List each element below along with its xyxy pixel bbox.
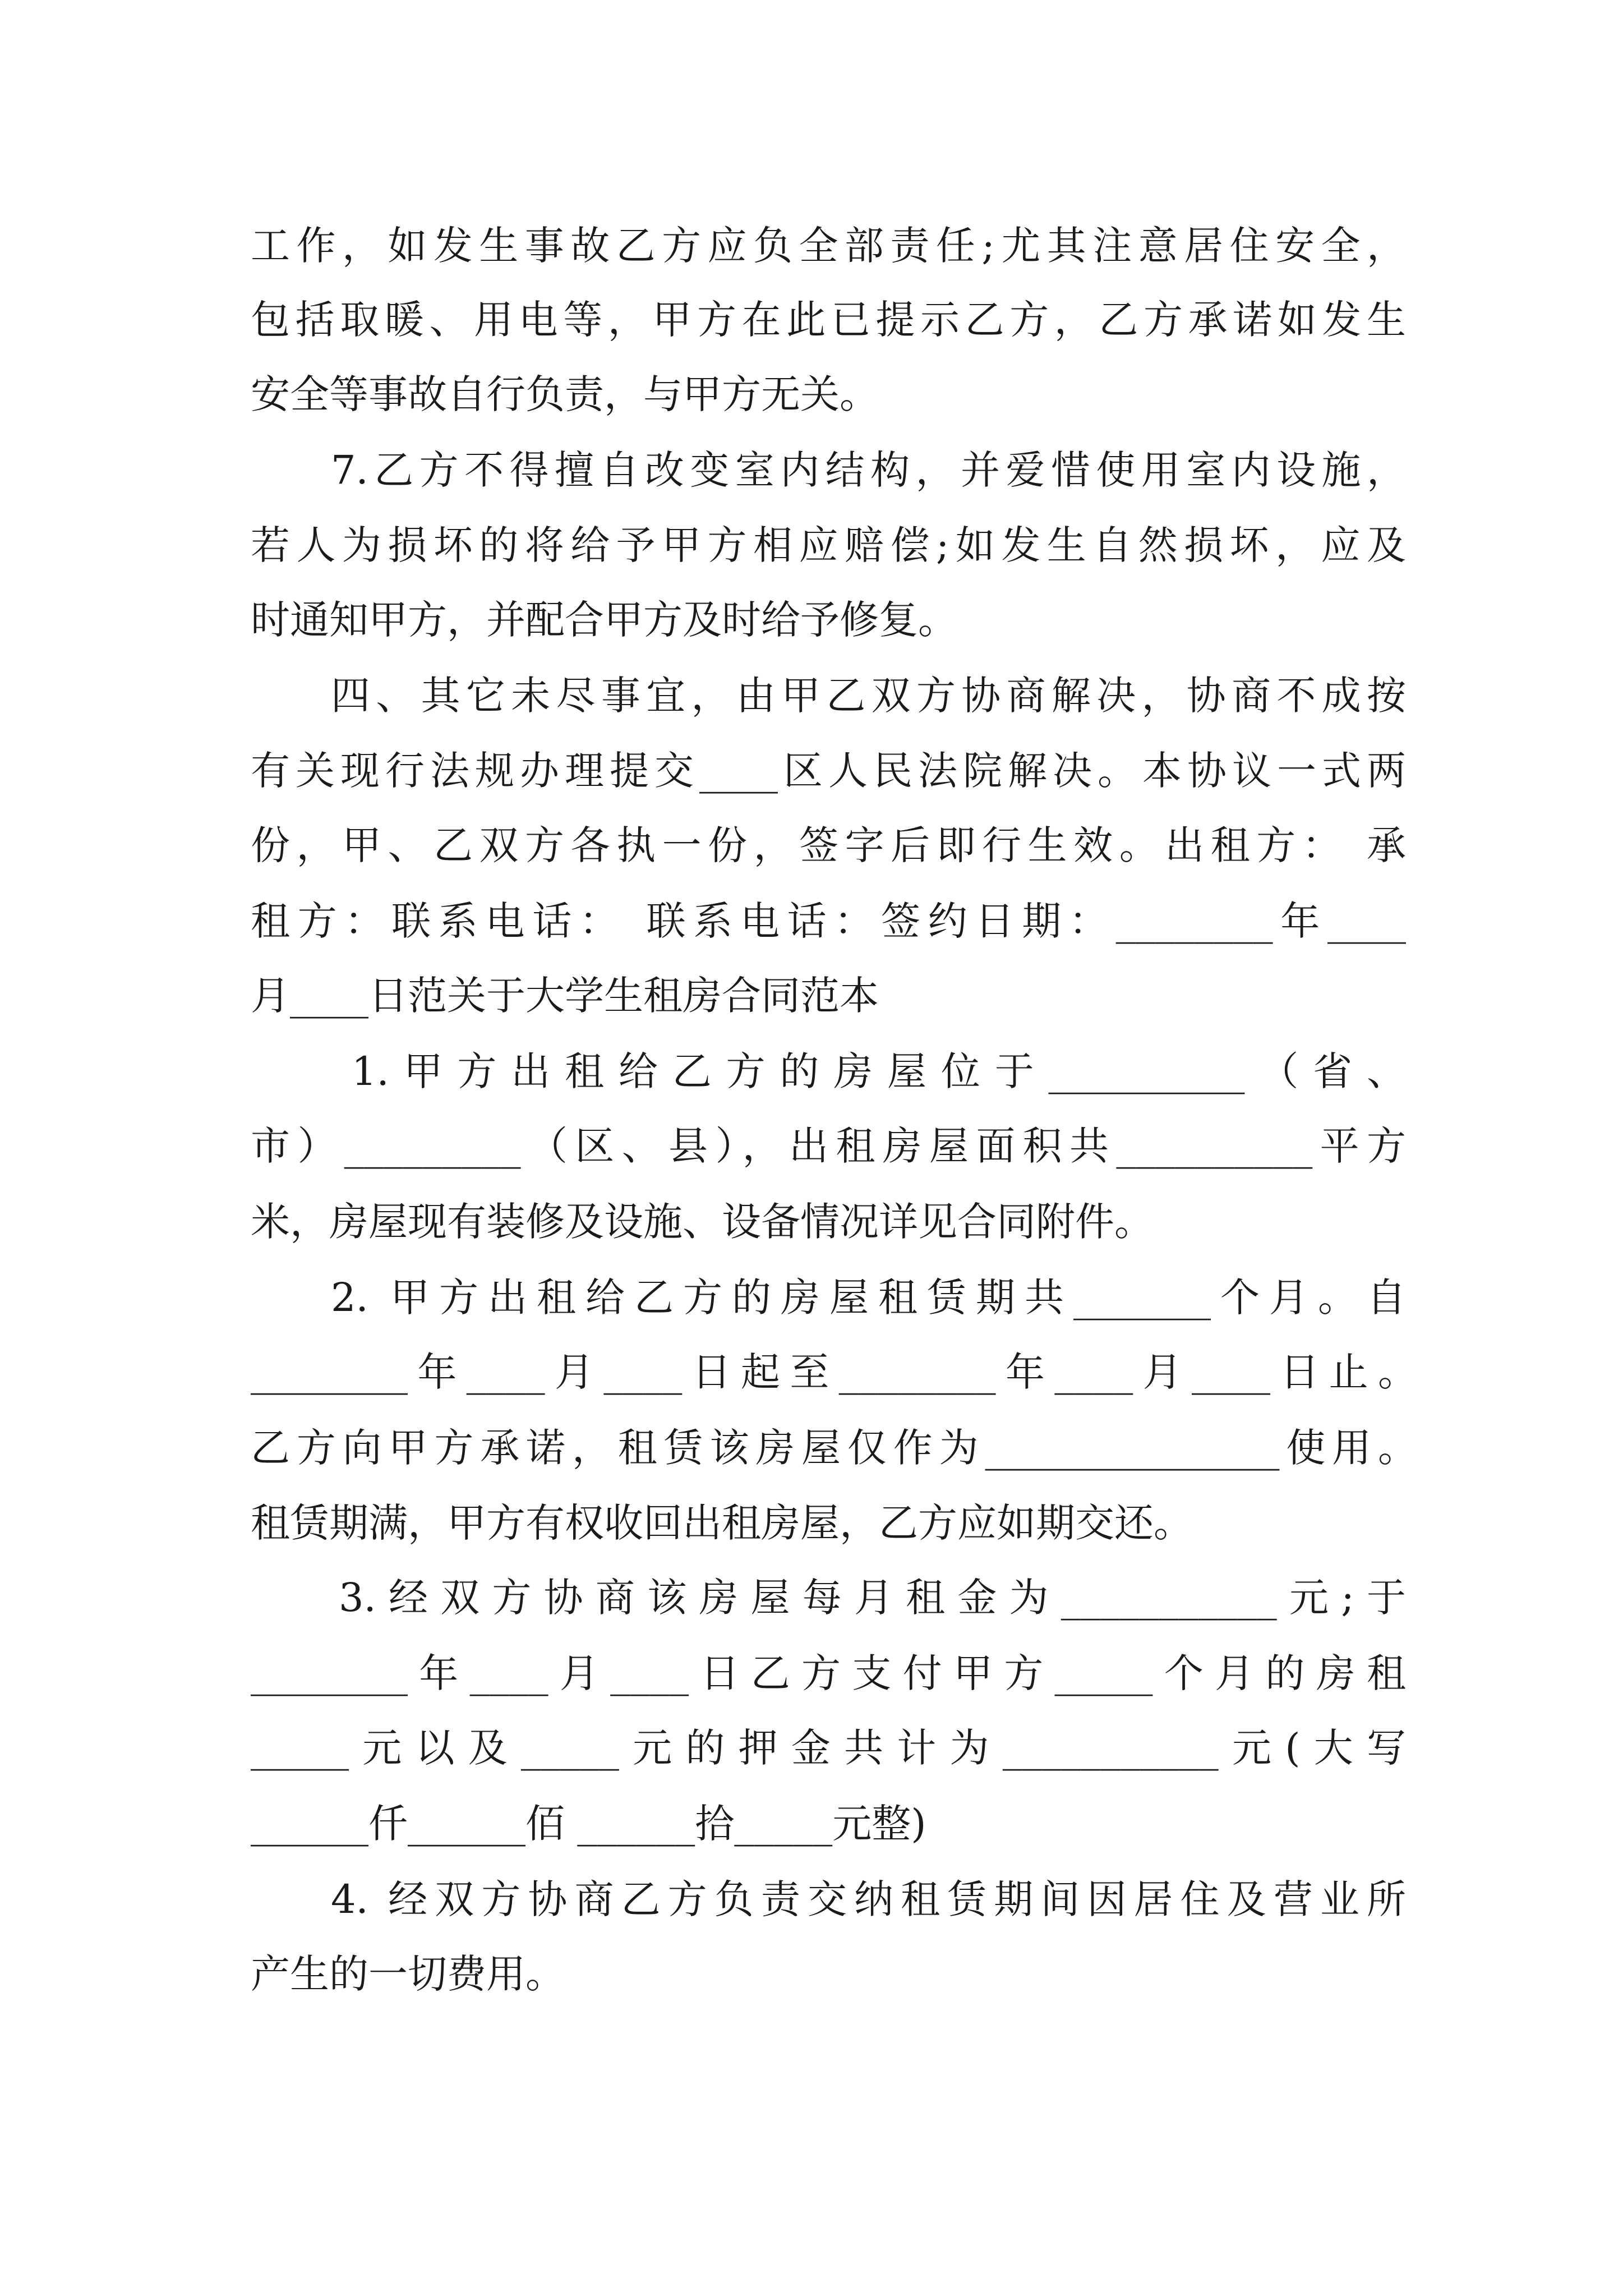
text-line: ________年____月____日起至________年____月____日止。 [251,1349,1417,1395]
text-line: 1.甲方出租给乙方的房屋位于__________（省、 [352,1048,1406,1094]
text-line: 7.乙方不得擅自改变室内结构，并爱惜使用室内设施， [331,447,1406,493]
text-line: 时通知甲方，并配合甲方及时给予修复。 [251,597,957,643]
text-line: 市）_________（区、县），出租房屋面积共__________平方 [251,1123,1406,1169]
text-line: 产生的一切费用。 [251,1951,565,1997]
text-line: 4. 经双方协商乙方负责交纳租赁期间因居住及营业所 [331,1876,1406,1922]
text-line: ______仟______佰 ______拾_____元整) [251,1801,926,1847]
text-line: 若人为损坏的将给予甲方相应赔偿;如发生自然损坏，应及 [251,522,1406,568]
text-line: 工作，如发生事故乙方应负全部责任;尤其注意居住安全， [251,223,1406,269]
text-line: 乙方向甲方承诺，租赁该房屋仅作为_______________使用。 [251,1425,1417,1471]
text-line: 3.经双方协商该房屋每月租金为___________元;于 [339,1575,1406,1621]
text-line: 包括取暖、用电等，甲方在此已提示乙方，乙方承诺如发生 [251,297,1406,343]
text-line: ________年____月____日乙方支付甲方_____个月的房租 [251,1650,1406,1696]
text-line: 米，房屋现有装修及设施、设备情况详见合同附件。 [251,1199,1154,1245]
text-line: _____元以及_____元的押金共计为___________元(大写 [251,1725,1406,1771]
text-line: 四、其它未尽事宜，由甲乙双方协商解决，协商不成按 [331,673,1406,719]
text-line: 租方：联系电话： 联系电话：签约日期：________年____ [251,898,1406,944]
text-line: 2. 甲方出租给乙方的房屋租赁期共_______个月。自 [331,1274,1406,1320]
text-line: 月____日范关于大学生租房合同范本 [251,973,879,1019]
text-line: 份，甲、乙双方各执一份，签字后即行生效。出租方： 承 [251,822,1406,868]
text-line: 租赁期满，甲方有权收回出租房屋，乙方应如期交还。 [251,1500,1193,1546]
text-line: 有关现行法规办理提交____区人民法院解决。本协议一式两 [251,748,1406,794]
text-line: 安全等事故自行负责，与甲方无关。 [251,371,879,417]
